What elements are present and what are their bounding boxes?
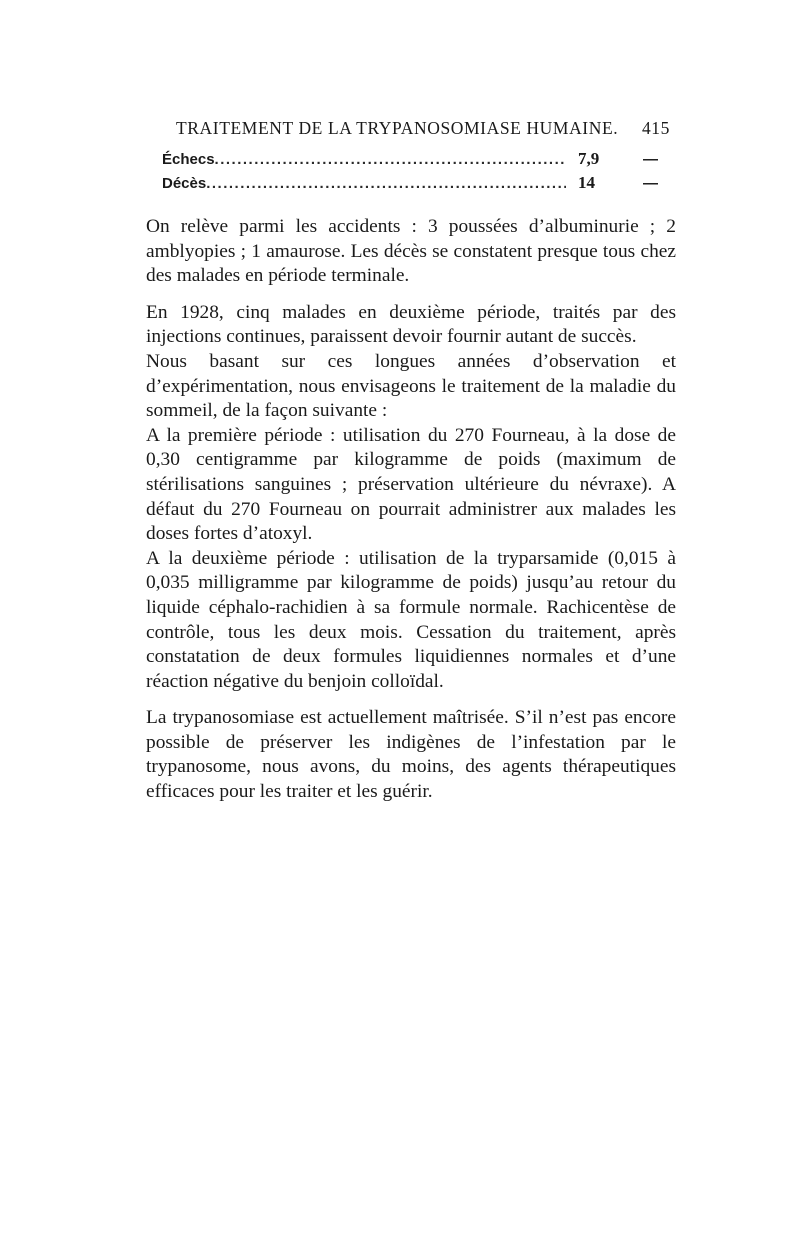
stat-label: Échecs <box>162 151 215 168</box>
dot-leader <box>206 175 566 192</box>
running-head <box>146 118 676 139</box>
stat-unit: — <box>643 175 658 192</box>
stats-table <box>162 149 658 197</box>
stat-row-echecs <box>162 149 658 173</box>
running-title: TRAITEMENT DE LA TRYPANOSOMIASE HUMAINE. <box>176 118 619 138</box>
body-text <box>146 215 676 805</box>
paragraph-second-period: A la deuxième période : utilisation de la tryparsamide (0,015 à 0,035 milligramme par kilogramme de poids) jusqu’au retour du liquide céphalo-rachidien à sa formule normale. Rachicentèse de contrôle, tous les deux mois. Cessation du traitement, après constatation de deux formules liquidiennes normales et d’une réaction négative du benjoin colloïdal. <box>146 547 676 692</box>
stat-label: Décès <box>162 175 207 192</box>
page-number: 415 <box>641 118 670 138</box>
paragraph-accidents: On relève parmi les accidents : 3 poussées d’albuminurie ; 2 amblyopies ; 1 amaurose. Les décès se constatent presque tous chez des malades en période terminale. <box>146 216 676 287</box>
paragraph-1928: En 1928, cinq malades en deuxième période, traités par des injections continues, paraissent devoir fournir autant de succès. <box>146 301 676 348</box>
stat-value: 7,9 <box>578 149 600 168</box>
page <box>146 118 676 805</box>
stat-value: 14 <box>578 173 595 192</box>
stat-unit: — <box>643 151 658 168</box>
paragraph-conclusion: La trypanosomiase est actuellement maîtrisée. S’il n’est pas encore possible de préserver les indigènes de l’infestation par le trypanosome, nous avons, du moins, des agents thérapeutiques efficaces pour les traiter et les guérir. <box>146 707 676 803</box>
paragraph-first-period: A la première période : utilisation du 270 Fourneau, à la dose de 0,30 centigramme par kilogramme de poids (maximum de stérilisations sanguines ; préservation ultérieure du névraxe). A défaut du 270 Fourneau on pourrait administrer aux malades les doses fortes d’atoxyl. <box>146 424 676 545</box>
dot-leader <box>215 151 566 168</box>
stat-row-deces <box>162 173 658 197</box>
paragraph-observation: Nous basant sur ces longues années d’observation et d’expérimentation, nous envisageons le traitement de la maladie du sommeil, de la façon suivante : <box>146 350 676 422</box>
